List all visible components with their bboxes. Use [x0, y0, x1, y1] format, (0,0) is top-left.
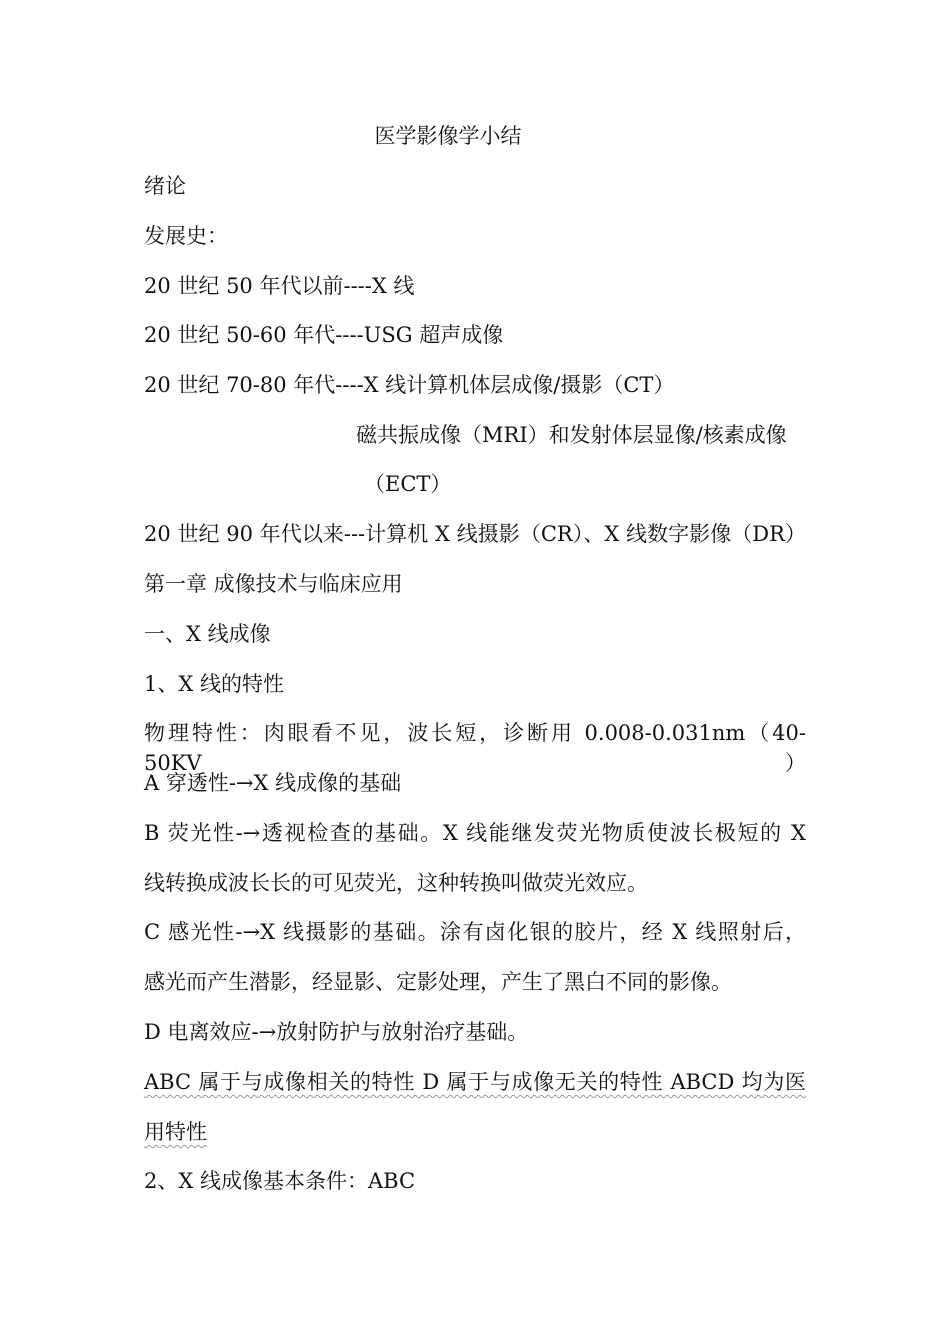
text-line: 感光而产生潜影，经显影、定影处理，产生了黑白不同的影像。: [144, 970, 732, 994]
text-line: D 电离效应-→放射防护与放射治疗基础。: [144, 1020, 529, 1044]
text-line: 20 世纪 50-60 年代----USG 超声成像: [144, 323, 504, 347]
text-line: B 荧光性-→透视检查的基础。X 线能继发荧光物质使波长极短的 X: [144, 821, 806, 845]
subsection-heading: 1、X 线的特性: [144, 672, 284, 696]
text-line: 20 世纪 50 年代以前----X 线: [144, 274, 415, 298]
chapter-heading: 第一章 成像技术与临床应用: [144, 572, 403, 596]
text-line: 线转换成波长长的可见荧光，这种转换叫做荧光效应。: [144, 871, 648, 895]
text-line: （ECT）: [364, 472, 452, 496]
text-line: 物理特性：肉眼看不见，波长短，诊断用 0.008-0.031nm（40-50KV）: [144, 721, 806, 775]
text-line: A 穿透性-→X 线成像的基础: [144, 771, 402, 795]
section-heading: 一、X 线成像: [144, 622, 271, 646]
text-line: 20 世纪 90 年代以来---计算机 X 线摄影（CR）、X 线数字影像（DR）: [144, 522, 806, 546]
page-title: 医学影像学小结: [374, 124, 522, 148]
text-line: 磁共振成像（MRI）和发射体层显像/核素成像: [356, 423, 787, 447]
section-heading: 绪论: [144, 174, 186, 198]
text-line-marked: ABC 属于与成像相关的特性 D 属于与成像无关的特性 ABCD 均为医: [144, 1070, 806, 1094]
text-line: 发展史：: [144, 224, 228, 248]
subsection-heading: 2、X 线成像基本条件：ABC: [144, 1169, 416, 1193]
text-line-marked: 用特性: [144, 1120, 207, 1144]
text-line: C 感光性-→X 线摄影的基础。涂有卤化银的胶片，经 X 线照射后，: [144, 920, 806, 944]
text-line: 20 世纪 70-80 年代----X 线计算机体层成像/摄影（CT）: [144, 373, 675, 397]
